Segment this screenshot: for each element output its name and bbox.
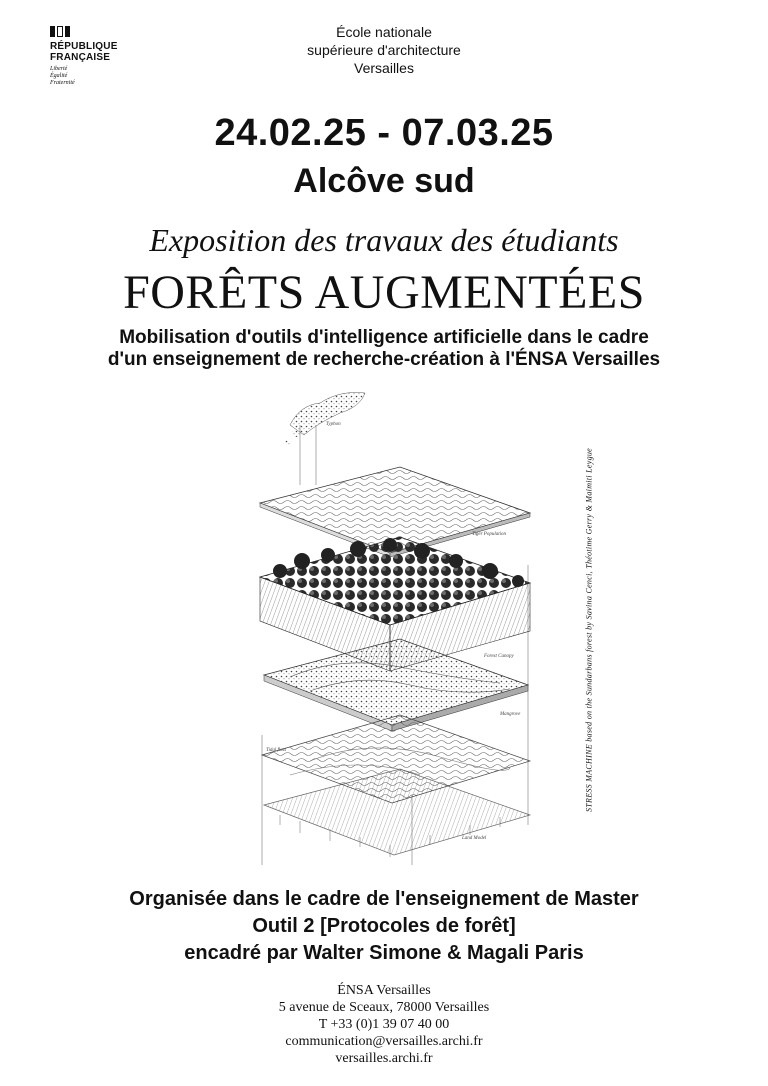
contact-phone: T +33 (0)1 39 07 40 00 — [318, 1017, 450, 1032]
organisation-line3: encadré par Walter Simone & Magali Paris — [184, 942, 584, 964]
contact-email[interactable]: communication@versailles.archi.fr — [285, 1034, 483, 1049]
event-venue: Alcôve sud — [293, 162, 475, 200]
logo-name-line1: RÉPUBLIQUE — [50, 41, 118, 52]
school-line3: Versailles — [354, 60, 414, 76]
typhoon-cloud — [285, 392, 365, 446]
school-name — [0, 23, 768, 77]
forest-layers-illustration — [200, 385, 570, 875]
school-line1: École nationale — [336, 24, 432, 40]
organisation-line2: Outil 2 [Protocoles de forêt] — [252, 915, 516, 937]
exhibition-heading: Exposition des travaux des étudiants — [149, 222, 619, 258]
motto-egalite: Égalité — [50, 73, 68, 79]
contact-institution: ÉNSA Versailles — [337, 983, 431, 998]
layer-land-model — [264, 769, 530, 857]
label-tiger-population: Tiger Population — [472, 532, 507, 537]
contact-block — [0, 982, 768, 1067]
label-mangrove: Mangrove — [500, 712, 521, 717]
motto-liberte: Liberté — [50, 66, 68, 72]
label-forest-canopy: Forest Canopy — [484, 654, 514, 659]
logo-name-line2: FRANÇAISE — [50, 52, 111, 63]
school-line2: supérieure d'architecture — [307, 42, 461, 58]
label-typhon: Typhon — [326, 422, 341, 427]
label-land-model: Land Model — [462, 836, 487, 841]
credit-text: STRESS MACHINE based on the Sundarbans forest by Savina Cenci, Théotime Gerry & Maimiti Leygue — [584, 447, 594, 813]
organisation-line1: Organisée dans le cadre de l'enseignement de Master — [129, 888, 639, 910]
subtitle-line1: Mobilisation d'outils d'intelligence artificielle dans le cadre — [119, 327, 649, 348]
contact-website[interactable]: versailles.archi.fr — [335, 1051, 433, 1066]
exhibition-subtitle — [0, 327, 768, 371]
label-tidal-flats: Tidal flats — [266, 748, 287, 753]
subtitle-line2: d'un enseignement de recherche-création à l'ÉNSA Versailles — [107, 349, 661, 370]
exhibition-title: FORÊTS AUGMENTÉES — [123, 266, 645, 319]
illustration-credit — [583, 400, 595, 860]
event-dates: 24.02.25 - 07.03.25 — [214, 112, 554, 154]
organisation-block — [0, 886, 768, 967]
contact-address: 5 avenue de Sceaux, 78000 Versailles — [278, 1000, 490, 1015]
motto-fraternite: Fraternité — [50, 80, 75, 86]
